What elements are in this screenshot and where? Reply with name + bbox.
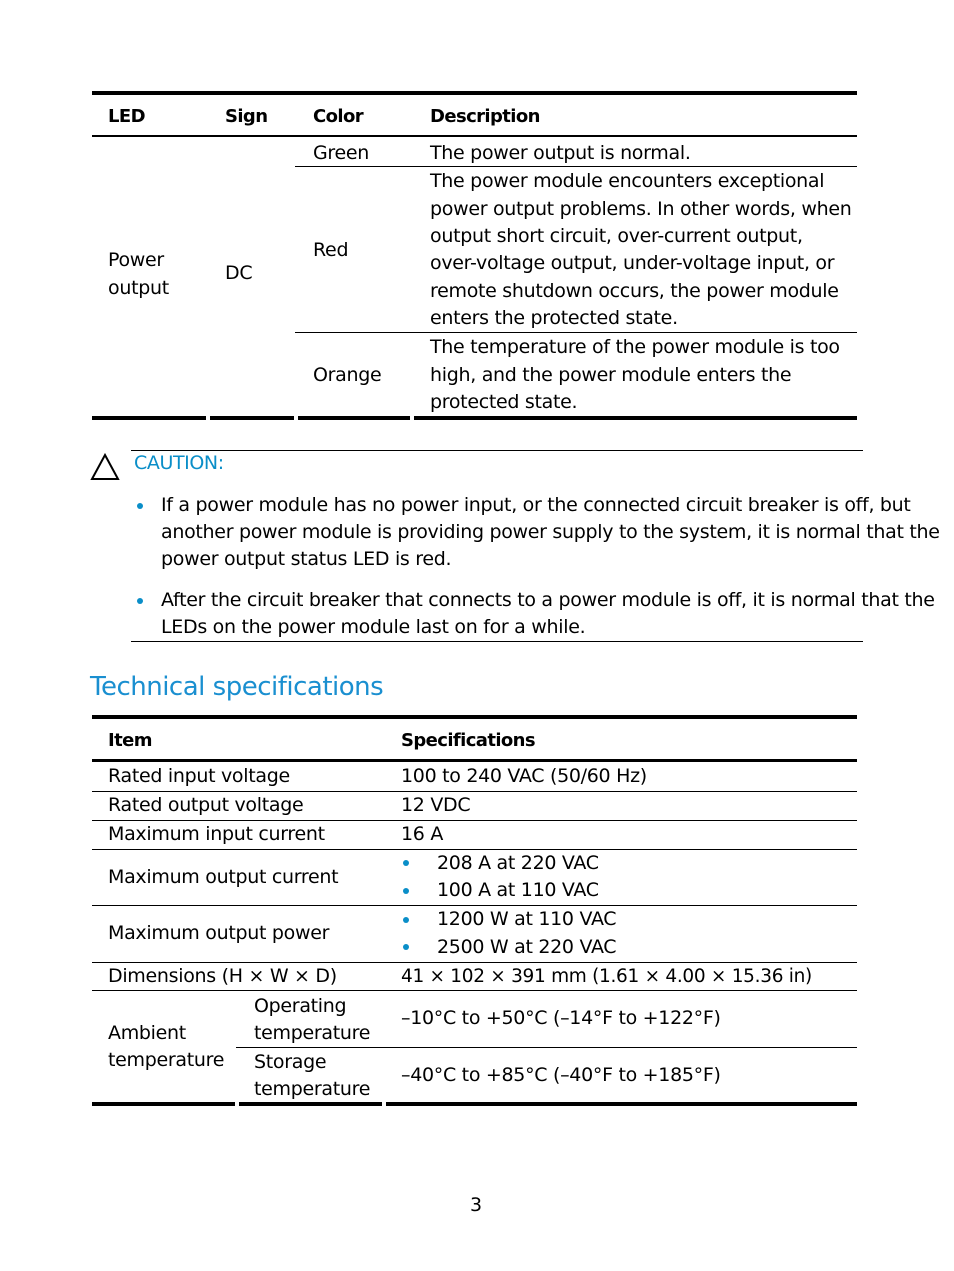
description-line: over-voltage output, under-voltage input, or	[430, 252, 835, 274]
description-line: protected state.	[430, 391, 578, 413]
spec-item: Maximum output current	[108, 866, 339, 888]
spec-value: 100 to 240 VAC (50/60 Hz)	[401, 765, 647, 787]
caution-line: After the circuit breaker that connects to a power module is off, it is normal that the	[161, 589, 935, 611]
table-bottom-rule	[298, 416, 410, 420]
caution-bottom-rule	[131, 641, 863, 642]
description-line: The power output is normal.	[430, 142, 691, 164]
header-sign: Sign	[225, 106, 268, 127]
sub-item-line: temperature	[254, 1022, 371, 1044]
spec-item: Rated output voltage	[108, 794, 304, 816]
spec-item: Maximum output power	[108, 922, 330, 944]
led-cell-line: Power	[108, 249, 164, 271]
spec-item-line: Ambient	[108, 1022, 186, 1044]
caution-line: If a power module has no power input, or the connected circuit breaker is off, but	[161, 494, 911, 516]
table-bottom-rule	[386, 1102, 857, 1106]
sign-cell: DC	[225, 262, 253, 284]
table-top-rule	[92, 715, 857, 719]
sub-item-line: Storage	[254, 1051, 327, 1073]
caution-line: another power module is providing power supply to the system, it is normal that the	[161, 521, 940, 543]
spec-item: Rated input voltage	[108, 765, 290, 787]
spec-value: 41 × 102 × 391 mm (1.61 × 4.00 × 15.36 in)	[401, 966, 812, 987]
section-title: Technical specifications	[90, 672, 384, 702]
spec-item: Dimensions (H × W × D)	[108, 965, 337, 987]
color-cell-red: Red	[313, 239, 349, 261]
spec-value: 12 VDC	[401, 794, 471, 816]
spec-value: 16 A	[401, 823, 444, 845]
header-description: Description	[430, 106, 540, 127]
row-divider	[92, 990, 857, 991]
table-bottom-rule	[92, 416, 206, 420]
spec-item: Maximum input current	[108, 823, 325, 845]
table-bottom-rule	[414, 416, 857, 420]
bullet-dot	[403, 888, 409, 894]
bullet-dot	[403, 944, 409, 950]
caution-line: power output status LED is red.	[161, 548, 452, 570]
description-line: The temperature of the power module is too	[430, 336, 840, 358]
row-divider	[295, 166, 857, 167]
description-line: power output problems. In other words, when	[430, 198, 852, 220]
table-bottom-rule	[210, 416, 294, 420]
table-top-rule	[92, 91, 857, 95]
caution-line: LEDs on the power module last on for a while.	[161, 616, 586, 638]
bullet-dot	[403, 860, 409, 866]
table-bottom-rule	[239, 1102, 382, 1106]
header-specifications: Specifications	[401, 730, 535, 751]
color-cell-green: Green	[313, 142, 370, 164]
spec-bullet: 2500 W at 220 VAC	[437, 936, 617, 958]
spec-bullet: 208 A at 220 VAC	[437, 852, 599, 874]
description-line: The power module encounters exceptional	[430, 170, 825, 192]
header-color: Color	[313, 106, 363, 127]
description-line: high, and the power module enters the	[430, 364, 792, 386]
header-rule	[92, 759, 857, 762]
bullet-dot	[137, 503, 143, 509]
spec-bullet: 100 A at 110 VAC	[437, 879, 599, 901]
spec-value: –10°C to +50°C (–14°F to +122°F)	[401, 1007, 721, 1029]
bullet-dot	[137, 598, 143, 604]
caution-label: CAUTION:	[134, 452, 224, 474]
caution-top-rule	[131, 450, 863, 451]
header-item: Item	[108, 730, 152, 751]
led-cell-line: output	[108, 277, 169, 299]
bullet-dot	[403, 917, 409, 923]
color-cell-orange: Orange	[313, 364, 382, 386]
description-line: remote shutdown occurs, the power module	[430, 280, 839, 302]
header-rule	[92, 135, 857, 137]
row-divider	[295, 332, 857, 333]
description-line: output short circuit, over-current output,	[430, 225, 803, 247]
spec-bullet: 1200 W at 110 VAC	[437, 908, 617, 930]
description-line: enters the protected state.	[430, 307, 678, 329]
table-bottom-rule	[92, 1102, 235, 1106]
warning-triangle-icon	[90, 453, 120, 481]
header-led: LED	[108, 106, 145, 127]
sub-item-line: Operating	[254, 995, 347, 1017]
spec-item-line: temperature	[108, 1049, 225, 1071]
sub-item-line: temperature	[254, 1078, 371, 1100]
row-divider	[236, 1047, 857, 1048]
page-number: 3	[470, 1194, 482, 1216]
spec-value: –40°C to +85°C (–40°F to +185°F)	[401, 1064, 721, 1086]
